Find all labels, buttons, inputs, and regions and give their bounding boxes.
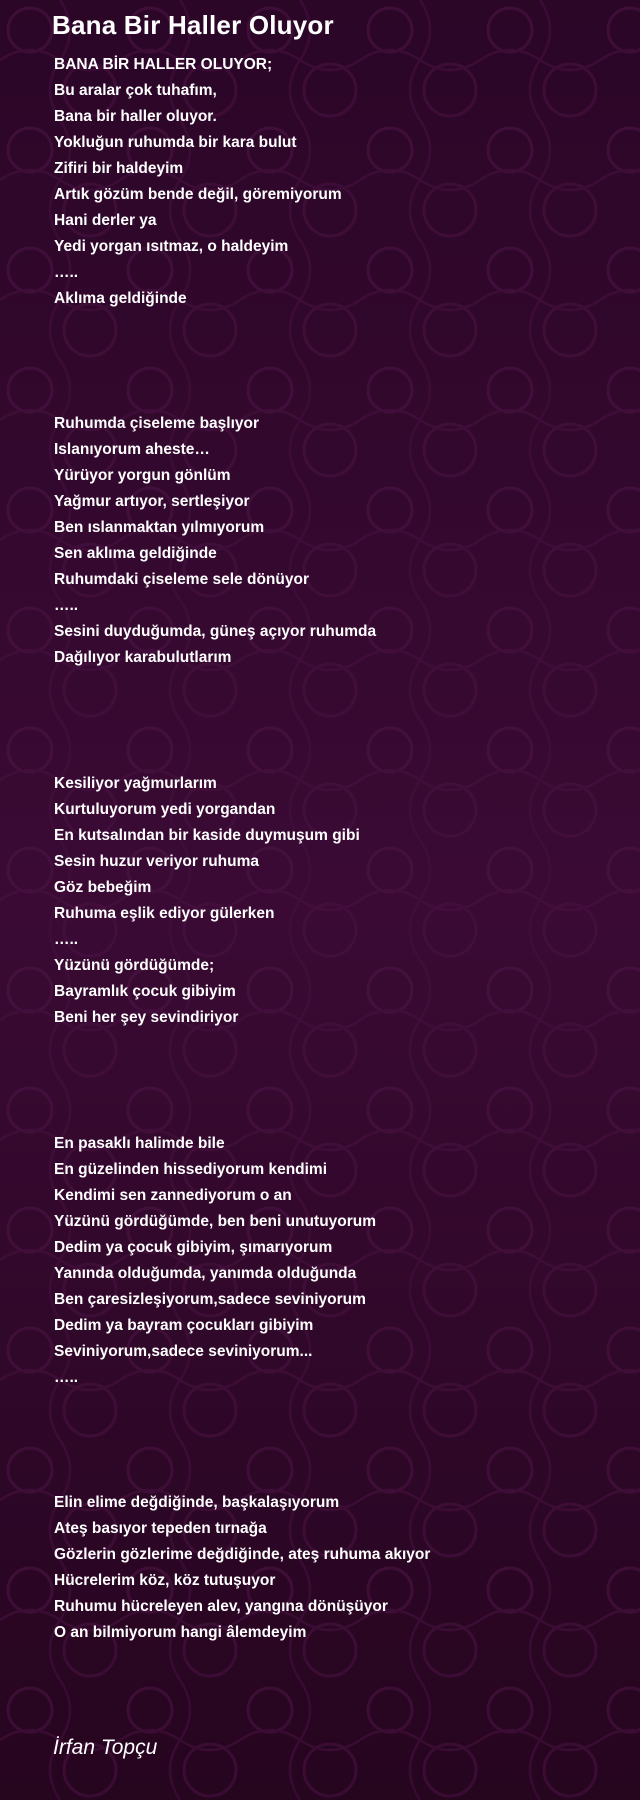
poem-line: Hücrelerim köz, köz tutuşuyor [54,1572,276,1589]
stanza [54,1131,376,1391]
poem-line: Göz bebeğim [54,879,152,896]
author-name: İrfan Topçu [53,1736,158,1759]
poem-line: Sesin huzur veriyor ruhuma [54,853,259,870]
poem-line: ….. [54,1369,79,1386]
poem-line: Bana bir haller oluyor. [54,108,217,125]
poem-line: ….. [54,597,79,614]
poem-line: Hani derler ya [54,212,157,229]
poem-line: Yedi yorgan ısıtmaz, o haldeyim [54,238,289,255]
stanza [54,411,376,671]
poem-line: O an bilmiyorum hangi âlemdeyim [54,1624,307,1641]
poem-line: Yanında olduğumda, yanımda olduğunda [54,1265,357,1282]
poem-line: Ruhuma eşlik ediyor gülerken [54,905,275,922]
poem-line: Islanıyorum aheste… [54,441,210,458]
stanza [54,771,360,1031]
poem-line: Kurtuluyorum yedi yorgandan [54,801,276,818]
poem-line: Yürüyor yorgun gönlüm [54,467,231,484]
poem-line: BANA BİR HALLER OLUYOR; [54,56,273,73]
poem-line: Yağmur artıyor, sertleşiyor [54,493,250,510]
poem-line: Gözlerin gözlerime değdiğinde, ateş ruhuma akıyor [54,1546,431,1563]
poem-line: Sesini duyduğumda, güneş açıyor ruhumda [54,623,377,640]
poem-line: Yüzünü gördüğümde; [54,957,215,974]
poem-line: ….. [54,264,79,281]
poem-line: Yüzünü gördüğümde, ben beni unutuyorum [54,1213,377,1230]
poem-line: ….. [54,931,79,948]
poem-line: Ruhumu hücreleyen alev, yangına dönüşüyor [54,1598,388,1615]
poem-line: Beni her şey sevindiriyor [54,1009,239,1026]
poem-line: En pasaklı halimde bile [54,1135,225,1152]
poem-line: Ateş basıyor tepeden tırnağa [54,1520,267,1537]
poem-line: Ben çaresizleşiyorum,sadece seviniyorum [54,1291,366,1308]
poem-line: Ruhumdaki çiseleme sele dönüyor [54,571,309,588]
poem-line: Elin elime değdiğinde, başkalaşıyorum [54,1494,340,1511]
stanza [54,1490,430,1646]
poem-line: Kesiliyor yağmurlarım [54,775,217,792]
poem-line: Dedim ya çocuk gibiyim, şımarıyorum [54,1239,333,1256]
poem-line: Bayramlık çocuk gibiyim [54,983,236,1000]
poem-title: Bana Bir Haller Oluyor [52,10,334,40]
stanza [54,52,342,312]
poem-line: En kutsalından bir kaside duymuşum gibi [54,827,360,844]
poem-line: Dedim ya bayram çocukları gibiyim [54,1317,314,1334]
poem-line: Bu aralar çok tuhafım, [54,82,217,99]
poem-line: Ruhumda çiseleme başlıyor [54,415,260,432]
poem-line: Yokluğun ruhumda bir kara bulut [54,134,297,151]
poem-line: Dağılıyor karabulutlarım [54,649,232,666]
poem-line: En güzelinden hissediyorum kendimi [54,1161,328,1178]
poem-line: Aklıma geldiğinde [54,290,187,307]
poem-line: Ben ıslanmaktan yılmıyorum [54,519,265,536]
poem-line: Artık gözüm bende değil, göremiyorum [54,186,342,203]
poem-line: Kendimi sen zannediyorum o an [54,1187,292,1204]
poem-line: Seviniyorum,sadece seviniyorum... [54,1343,313,1360]
poem-line: Zifiri bir haldeyim [54,160,184,177]
poem-line: Sen aklıma geldiğinde [54,545,217,562]
